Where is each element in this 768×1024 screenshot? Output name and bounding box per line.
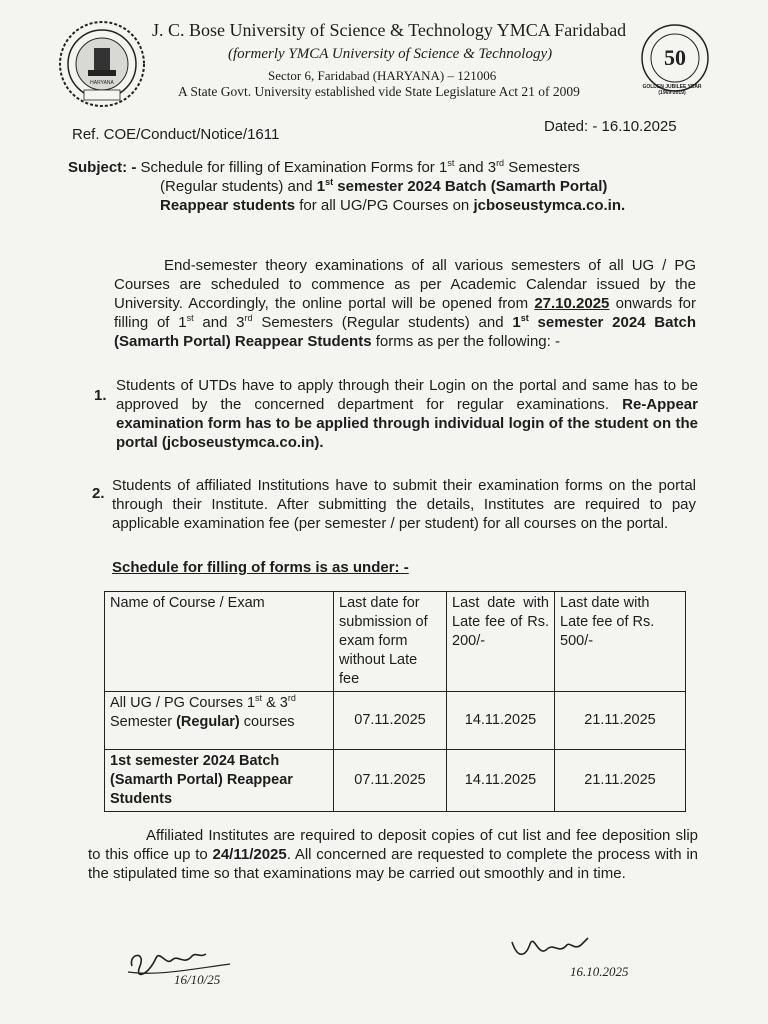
former-name: (formerly YMCA University of Science & Technology)	[228, 46, 553, 62]
subject-text: Schedule for filling of Examination Forms for 1	[136, 159, 448, 176]
subject-line-3	[68, 196, 708, 215]
superscript: st	[325, 177, 334, 187]
instruction-item-1	[116, 376, 698, 452]
para-text: . All concerned are requested to complete the process with in the stipulated time so that examinations may be carried out smoothly and in time.	[88, 846, 698, 882]
subject-block	[68, 158, 708, 215]
superscript: rd	[496, 158, 505, 168]
course-cell: 1st semester 2024 Batch (Samarth Portal) Reappear Students	[105, 750, 334, 812]
portal-open-date: 27.10.2025	[534, 295, 610, 312]
cell-text: All UG / PG Courses 1	[110, 695, 256, 711]
header-cell: Name of Course / Exam	[105, 592, 334, 692]
date-cell: 14.11.2025	[447, 692, 555, 750]
table-row	[105, 750, 686, 812]
portal-url: jcboseustymca.co.in.	[473, 197, 626, 214]
superscript: rd	[244, 313, 253, 323]
notice-date: Dated: - 16.10.2025	[544, 118, 677, 135]
signature-right-icon	[508, 926, 668, 984]
address: Sector 6, Faridabad (HARYANA) – 121006	[268, 68, 497, 83]
para-text: End-semester theory examinations of all various semesters of all UG / PG Courses are scheduled to commence as per Academic Calendar issued by the University. Accordingly, the online portal will be opened from	[114, 257, 696, 312]
date-cell: 07.11.2025	[334, 692, 447, 750]
subject-text: for all UG/PG Courses on	[295, 197, 474, 214]
para-text: forms as per the following: -	[371, 333, 560, 350]
header-cell: Last date for submission of exam form without Late fee	[334, 592, 447, 692]
date-cell: 07.11.2025	[334, 750, 447, 812]
superscript: st	[255, 693, 263, 704]
item-number: 2.	[92, 485, 105, 502]
date-cell: 21.11.2025	[555, 692, 686, 750]
item-text: Students of UTDs have to apply through their Login on the portal and same has to be approved by the concerned department for regular examinations.	[116, 377, 698, 413]
superscript: st	[520, 313, 529, 323]
date-cell: 14.11.2025	[447, 750, 555, 812]
para-text: Semesters (Regular students) and	[252, 314, 513, 331]
cell-text: & 3	[262, 695, 288, 711]
cell-bold: (Regular)	[176, 714, 240, 730]
emblem-text: HARYANA	[90, 80, 114, 86]
subject-text: (Regular students) and	[160, 178, 317, 195]
para-text: and 3	[193, 314, 245, 331]
superscript: st	[447, 158, 455, 168]
subject-bold: semester 2024 Batch (Samarth Portal)	[333, 178, 608, 195]
table-header-row	[105, 592, 686, 692]
svg-text:50: 50	[664, 45, 686, 70]
date-cell: 21.11.2025	[555, 750, 686, 812]
para-text: Affiliated Institutes are required to deposit copies of cut list and fee deposition slip to this office up to	[88, 827, 698, 863]
signature-right-date: 16.10.2025	[570, 964, 629, 979]
signature-left-date: 16/10/25	[174, 972, 221, 987]
para-bold: semester 2024 Batch (Samarth Portal) Reappear Students	[114, 314, 696, 350]
para-text: onwards for filling of 1	[114, 295, 696, 331]
cell-text: Semester	[110, 714, 177, 730]
item-number: 1.	[94, 387, 107, 404]
para-bold: 1	[512, 314, 521, 331]
course-cell	[105, 692, 334, 750]
table-row	[105, 692, 686, 750]
jubilee-label: GOLDEN JUBILEE YEAR	[642, 84, 702, 90]
university-emblem-icon	[58, 20, 146, 108]
schedule-table	[104, 591, 686, 812]
state-act-line: A State Govt. University established vide State Legislature Act 21 of 2009	[178, 84, 580, 99]
item-text: Students of affiliated Institutions have to submit their examination forms on the portal through their Institute. After submitting the details, Institutes are required to pay applicable examination fee (per semester / per student) for all courses on the portal.	[112, 477, 696, 532]
superscript: st	[186, 313, 194, 323]
university-name: J. C. Bose University of Science & Technology YMCA Faridabad	[152, 20, 627, 40]
subject-line-1	[68, 158, 708, 177]
schedule-title: Schedule for filling of forms is as under: -	[112, 559, 409, 576]
jubilee-caption	[622, 84, 722, 96]
jubilee-years: (1969-2019)	[658, 90, 686, 96]
subject-bold: Reappear students	[160, 197, 296, 214]
subject-text: Semesters	[504, 159, 580, 176]
signature-left-icon	[126, 936, 236, 988]
header-cell: Last date with Late fee of Rs. 200/-	[447, 592, 555, 692]
cell-text: courses	[239, 714, 295, 730]
superscript: rd	[287, 693, 296, 704]
reference-number: Ref. COE/Conduct/Notice/1611	[72, 126, 280, 143]
deposit-deadline: 24/11/2025	[212, 846, 287, 863]
subject-line-2	[68, 177, 708, 196]
header-cell: Last date with Late fee of Rs. 500/-	[555, 592, 686, 692]
intro-paragraph	[114, 256, 696, 351]
closing-paragraph	[88, 826, 698, 883]
instruction-item-2	[112, 476, 696, 533]
subject-label: Subject: -	[68, 159, 137, 176]
item-bold: Re-Appear examination form has to be applied through individual login of the student on the portal (jcboseustymca.co.in).	[116, 396, 698, 451]
subject-text: and 3	[454, 159, 497, 176]
subject-bold: 1	[316, 178, 326, 195]
